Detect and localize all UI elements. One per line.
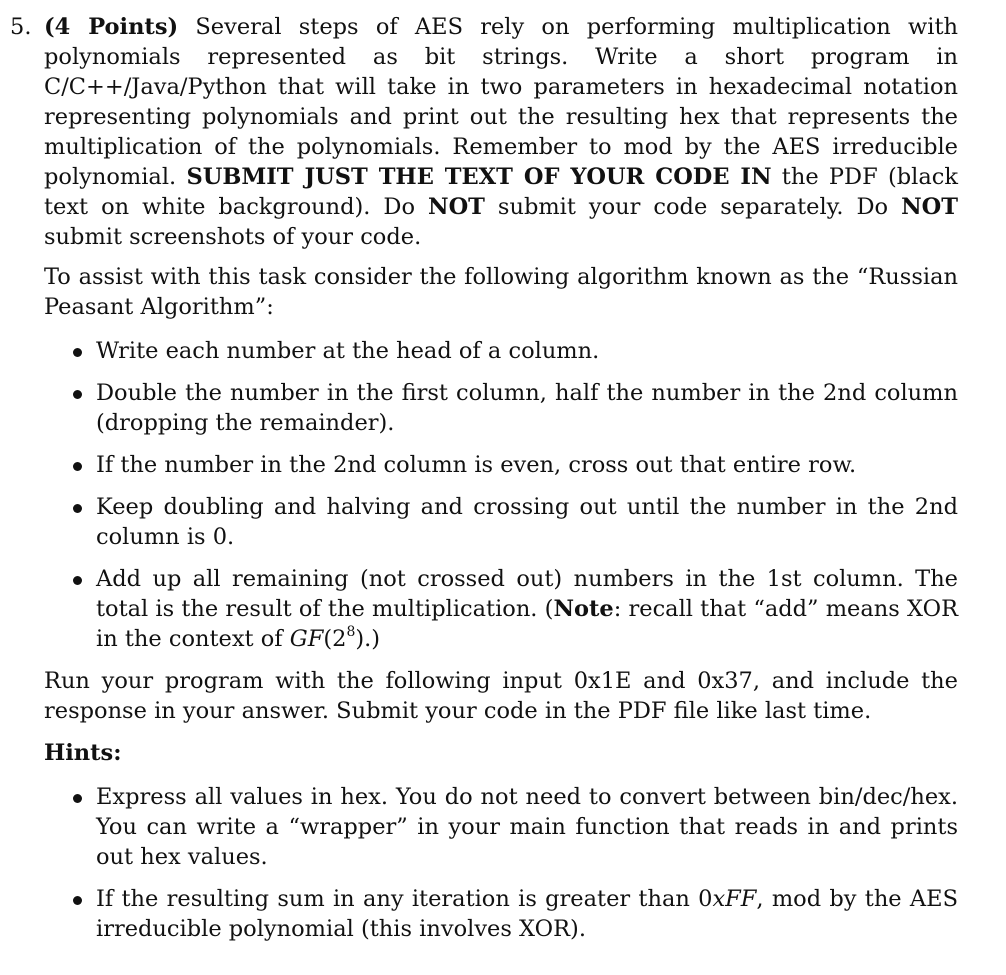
gf-close: ).): [355, 626, 381, 652]
hint-text-pre: If the resulting sum in any iteration is greater than 0: [96, 886, 713, 912]
step-text: Write each number at the head of a column.: [96, 338, 600, 364]
problem-intro-3: submit your code separately. Do: [497, 194, 889, 220]
note-label: Note: [553, 596, 614, 622]
hint-text-post: , mod by the AES irreducible polynomial (this involves XOR).: [96, 886, 958, 942]
problem-intro-4: submit screenshots of your code.: [44, 224, 422, 250]
note-text: : recall that “add” means XOR in the context of: [96, 596, 959, 652]
step-text: If the number in the 2nd column is even, cross out that entire row.: [96, 452, 857, 478]
list-item: [44, 564, 958, 654]
step-text: Double the number in the first column, half the number in the 2nd column (dropping the remainder).: [96, 380, 958, 436]
bullet-icon: [73, 504, 82, 513]
algorithm-intro: To assist with this task consider the following algorithm known as the “Russian Peasant Algorithm”:: [44, 264, 958, 320]
bullet-icon: [73, 390, 82, 399]
problem-number: 5.: [10, 14, 32, 40]
step-text: Keep doubling and halving and crossing out until the number in the 2nd column is 0.: [96, 494, 958, 550]
bullet-icon: [73, 794, 82, 803]
problem-5: [10, 12, 959, 944]
step-text: Add up all remaining (not crossed out) numbers in the 1st column. The total is the result of the multiplication.: [96, 566, 958, 622]
list-item: [44, 884, 958, 944]
bullet-icon: [73, 576, 82, 585]
hints-list: [44, 782, 958, 944]
bullet-icon: [73, 462, 82, 471]
gf-exponent: 8: [346, 623, 356, 640]
list-item: [44, 782, 958, 872]
list-item: [44, 450, 958, 480]
run-instruction: Run your program with the following input 0x1E and 0x37, and include the response in your answer. Submit your code in the PDF file like last time.: [44, 668, 958, 724]
problem-points: (4 Points): [44, 14, 179, 40]
problem-intro-2: the PDF (black text on white background). Do: [44, 164, 959, 220]
problem-statement: [44, 12, 958, 252]
gf-name: GF: [289, 626, 324, 652]
bullet-icon: [73, 896, 82, 905]
not-emphasis-2: NOT: [901, 194, 958, 220]
gf-base: (2: [323, 626, 347, 652]
algorithm-steps: [44, 336, 958, 654]
submit-instruction: SUBMIT JUST THE TEXT OF YOUR CODE IN: [186, 164, 772, 190]
note-open: (: [544, 596, 554, 622]
hint-math: xFF: [712, 886, 757, 912]
hint-text: Express all values in hex. You do not need to convert between bin/dec/hex. You can write a “wrapper” in your main function that reads in and prints out hex values.: [96, 784, 958, 870]
list-item: [44, 492, 958, 552]
problem-intro-1: Several steps of AES rely on performing multiplication with polynomials represented as bit strings. Write a short program in C/C++/Java/Python that will take in two parameters in hexadecimal notation representing polynomials and print out the resulting hex that represents the multiplication of the polynomials. Remember to mod by the AES irreducible polynomial.: [44, 14, 959, 190]
list-item: [44, 336, 958, 366]
list-item: [44, 378, 958, 438]
bullet-icon: [73, 348, 82, 357]
not-emphasis-1: NOT: [428, 194, 485, 220]
hints-title: Hints:: [44, 740, 122, 766]
